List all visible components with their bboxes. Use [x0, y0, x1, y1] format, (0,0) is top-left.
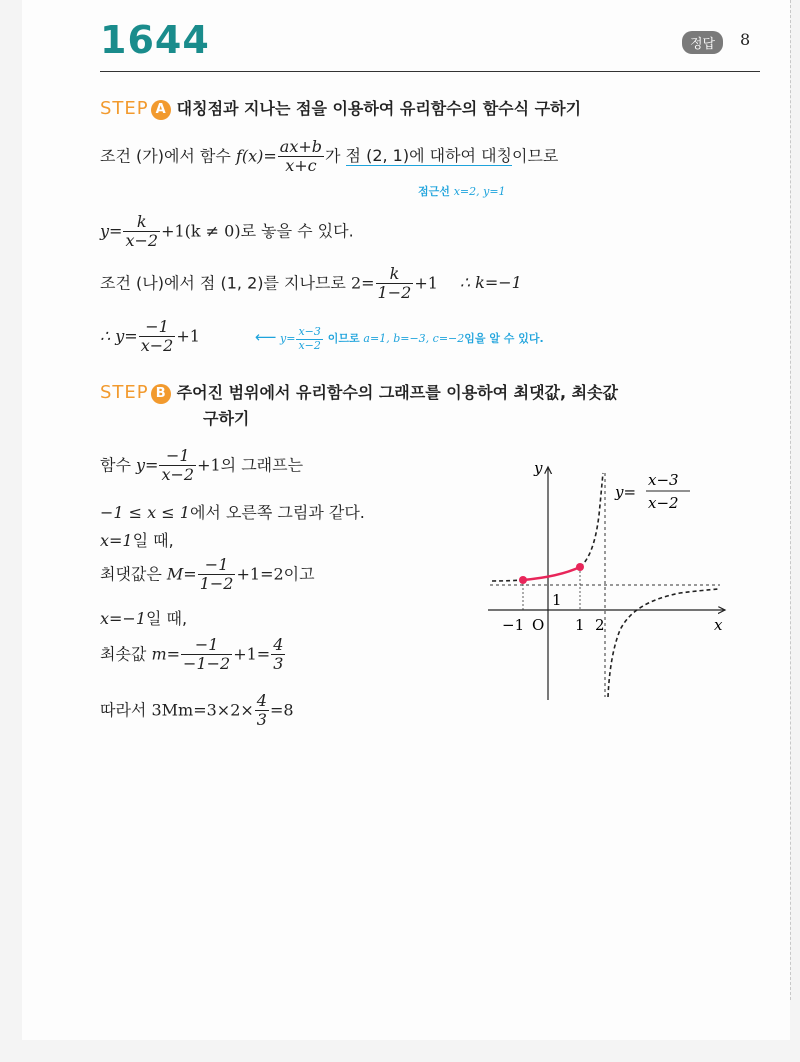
tick-label-minus1: −1 [502, 616, 525, 634]
step-a-heading [100, 96, 581, 120]
curve-label-num: x−3 [648, 471, 679, 489]
line3-eq: 2= [350, 273, 375, 293]
right-branch [608, 589, 718, 697]
line4-fraction [139, 318, 176, 356]
b-line4-fraction [198, 556, 236, 594]
asymptote-note-label: 점근선 [418, 185, 454, 198]
step-a-line3 [100, 265, 522, 303]
step-b-line2 [100, 500, 365, 523]
line1-fraction [278, 138, 324, 176]
b-line6-fraction [181, 636, 232, 674]
line4-note-y: y= [280, 332, 296, 346]
b-line1-tail: +1 [197, 455, 221, 475]
answer-badge: 정답 [682, 31, 723, 54]
line4-note-mid: 이므로 [323, 332, 364, 346]
line3-den: 1−2 [377, 283, 412, 303]
b-line4-post: 이고 [283, 564, 315, 584]
b-line3-text: 일 때, [132, 531, 174, 550]
step-b-heading [100, 380, 618, 404]
b-line5-math: x=−1 [100, 609, 147, 628]
line2-fraction [123, 213, 160, 251]
b-line7-fraction [255, 692, 269, 730]
line2-den: x−2 [125, 231, 159, 251]
b-line6-pre: 최솟값 [100, 644, 152, 664]
origin-label: O [532, 616, 545, 634]
line2-num: k [136, 212, 147, 231]
line4-note-den: x−2 [298, 338, 321, 352]
line1-num: ax+b [279, 137, 322, 156]
b-line4-pre: 최댓값은 [100, 564, 167, 584]
b-line6-num: −1 [194, 635, 219, 654]
line3-result: ∴ k=−1 [459, 273, 522, 293]
step-b-line1 [100, 447, 303, 485]
step-a-word: STEP [100, 98, 149, 119]
asymptote-note-math: x=2, y=1 [453, 185, 506, 198]
line1-text: 조건 (가)에서 함수 [100, 146, 236, 166]
b-line5-text: 일 때, [146, 609, 188, 628]
b-line2-math: −1 ≤ x ≤ 1 [100, 503, 190, 522]
step-b-line5 [100, 606, 187, 629]
step-a-badge: A [151, 100, 171, 120]
function-graph [480, 455, 750, 705]
header-divider [100, 71, 760, 72]
line2-text: 로 놓을 수 있다. [240, 221, 354, 241]
b-line4-M: M= [166, 564, 197, 584]
b-line7-pre: 따라서 [100, 700, 152, 720]
b-line6-m: m= [151, 644, 181, 664]
b-line4-den: 1−2 [199, 574, 234, 594]
asymptote-note [418, 183, 506, 199]
line4-lhs: ∴ y= [100, 326, 138, 346]
b-line7-num: 4 [256, 691, 267, 710]
line4-note-end: 임을 알 수 있다. [464, 332, 544, 346]
line1-den: x+c [278, 156, 324, 175]
line3-tail: +1 [414, 273, 438, 293]
line3-text: 조건 (나)에서 점 (1, 2)를 지나므로 [100, 273, 351, 293]
line1-post: 이므로 [512, 146, 559, 166]
left-branch-left [492, 580, 523, 581]
b-line6-num2: 4 [273, 635, 284, 654]
b-line2-text: 에서 오른쪽 그림과 같다. [189, 503, 365, 522]
b-line6-fraction2 [271, 636, 285, 674]
b-line7-math: 3Mm=3×2× [151, 700, 254, 720]
line1-underlined: 점 (2, 1)에 대하여 대칭 [345, 146, 513, 166]
b-line7-den: 3 [256, 710, 267, 730]
step-a-line4 [100, 318, 200, 356]
curve-label-den: x−2 [648, 494, 679, 512]
step-b-line4 [100, 556, 315, 594]
b-line6-den: −1−2 [183, 654, 231, 674]
line4-num: −1 [145, 317, 169, 336]
line2-y: y= [100, 221, 123, 241]
line4-note [255, 326, 544, 352]
line4-note-vals: a=1, b=−3, c=−2 [363, 332, 465, 346]
curve-label-y: y= [615, 483, 637, 501]
b-line1-y: y= [136, 455, 159, 475]
step-b-badge: B [151, 384, 171, 404]
step-a-line2 [100, 213, 354, 251]
b-line4-tail: +1=2 [236, 564, 284, 584]
answer-value: 8 [740, 30, 751, 49]
step-b-word: STEP [100, 382, 149, 403]
b-line4-num: −1 [204, 555, 229, 574]
step-a-line1 [100, 138, 558, 176]
left-branch-upper [580, 473, 603, 567]
tick-label-1: 1 [575, 616, 585, 634]
y-tick-label-1: 1 [552, 591, 562, 609]
line1-fx: f(x)= [235, 146, 277, 166]
y-axis-label: y [534, 459, 543, 477]
line4-note-fraction [296, 326, 322, 352]
tick-label-2: 2 [595, 616, 605, 634]
line1-mid: 가 [325, 146, 346, 166]
step-a-title: 대칭점과 지나는 점을 이용하여 유리함수의 함수식 구하기 [176, 99, 582, 118]
b-line3-math: x=1 [100, 531, 133, 550]
b-line1-den: x−2 [161, 465, 195, 485]
line4-tail: +1 [176, 326, 200, 346]
line4-note-num: x−3 [298, 325, 321, 338]
step-b-line3 [100, 528, 174, 551]
b-line1-pre: 함수 [100, 455, 136, 475]
b-line1-fraction [159, 447, 196, 485]
step-b-title-line2: 구하기 [203, 409, 250, 428]
problem-number: 1644 [100, 18, 210, 62]
line3-num: k [389, 264, 400, 283]
step-b-line6 [100, 636, 286, 674]
b-line7-tail: =8 [269, 700, 294, 720]
line4-den: x−2 [140, 336, 174, 356]
line2-tail: +1(k ≠ 0) [161, 221, 241, 241]
b-line1-post: 의 그래프는 [220, 455, 304, 475]
line3-fraction [376, 265, 414, 303]
b-line6-den2: 3 [273, 654, 284, 674]
highlighted-curve [523, 567, 580, 580]
b-line1-num: −1 [165, 446, 190, 465]
step-b-line7 [100, 692, 294, 730]
min-point [519, 576, 527, 584]
step-b-title-line1: 주어진 범위에서 유리함수의 그래프를 이용하여 최댓값, 최솟값 [176, 383, 619, 402]
page-edge-dashed-line [790, 0, 791, 1000]
arrow-left-icon: ⟵ [255, 328, 277, 347]
max-point [576, 563, 584, 571]
b-line6-mid: +1= [233, 644, 271, 664]
x-axis-label: x [714, 616, 723, 634]
